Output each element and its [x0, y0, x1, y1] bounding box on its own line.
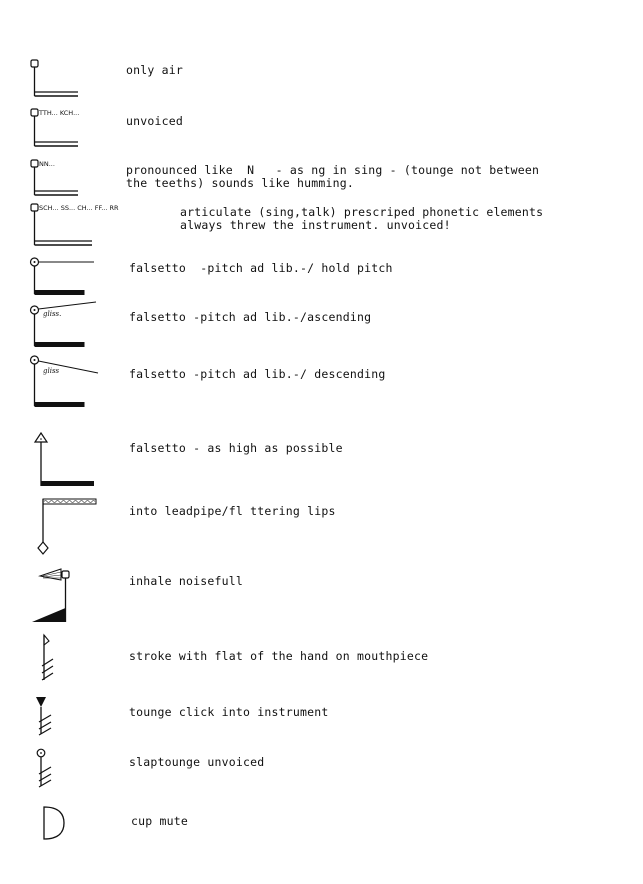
- humming-symbol-text: NN...: [39, 160, 55, 168]
- articulate-symbol-text: SCH... SS... CH... FF... RR: [39, 204, 119, 212]
- legend-description-falsetto-descending: falsetto -pitch ad lib.-/ descending: [129, 367, 386, 381]
- legend-description-only-air: only air: [126, 63, 183, 77]
- tongue-click-symbol: [28, 694, 68, 738]
- unvoiced-symbol-text: TTH... KCH...: [39, 109, 80, 117]
- legend-description-humming: pronounced like N - as ng in sing - (tounge not between the teeths) sounds like humming.: [126, 163, 540, 190]
- falsetto-descending-gliss-text: gliss: [43, 367, 60, 375]
- legend-description-hand-stroke: stroke with flat of the hand on mouthpiece: [129, 649, 429, 663]
- legend-description-inhale: inhale noisefull: [129, 574, 243, 588]
- hand-stroke-symbol: [28, 632, 68, 684]
- legend-description-articulate: articulate (sing,talk) prescriped phonetic elements always threw the instrument. unvoiced!: [180, 205, 544, 232]
- falsetto-ascending-symbol: [28, 300, 100, 350]
- legend-description-falsetto-ascending: falsetto -pitch ad lib.-/ascending: [129, 310, 372, 324]
- only-air-symbol: [28, 58, 88, 100]
- inhale-symbol: [28, 566, 102, 626]
- legend-description-tongue-click: tounge click into instrument: [129, 705, 329, 719]
- legend-description-falsetto-hold: falsetto -pitch ad lib.-/ hold pitch: [129, 261, 393, 275]
- falsetto-hold-symbol: [28, 254, 100, 298]
- legend-description-cup-mute: cup mute: [131, 814, 188, 828]
- legend-description-leadpipe: into leadpipe/fl ttering lips: [129, 504, 336, 518]
- legend-description-falsetto-highest: falsetto - as high as possible: [129, 441, 343, 455]
- humming-symbol: [28, 157, 88, 199]
- falsetto-ascending-gliss-text: gliss.: [43, 310, 62, 318]
- legend-description-unvoiced: unvoiced: [126, 114, 183, 128]
- falsetto-highest-symbol: [28, 430, 100, 490]
- slaptongue-symbol: [28, 744, 68, 790]
- cup-mute-symbol: [38, 804, 70, 844]
- legend-description-slaptongue: slaptounge unvoiced: [129, 755, 265, 769]
- leadpipe-flutter-symbol: [28, 494, 102, 560]
- falsetto-descending-symbol: [28, 352, 100, 410]
